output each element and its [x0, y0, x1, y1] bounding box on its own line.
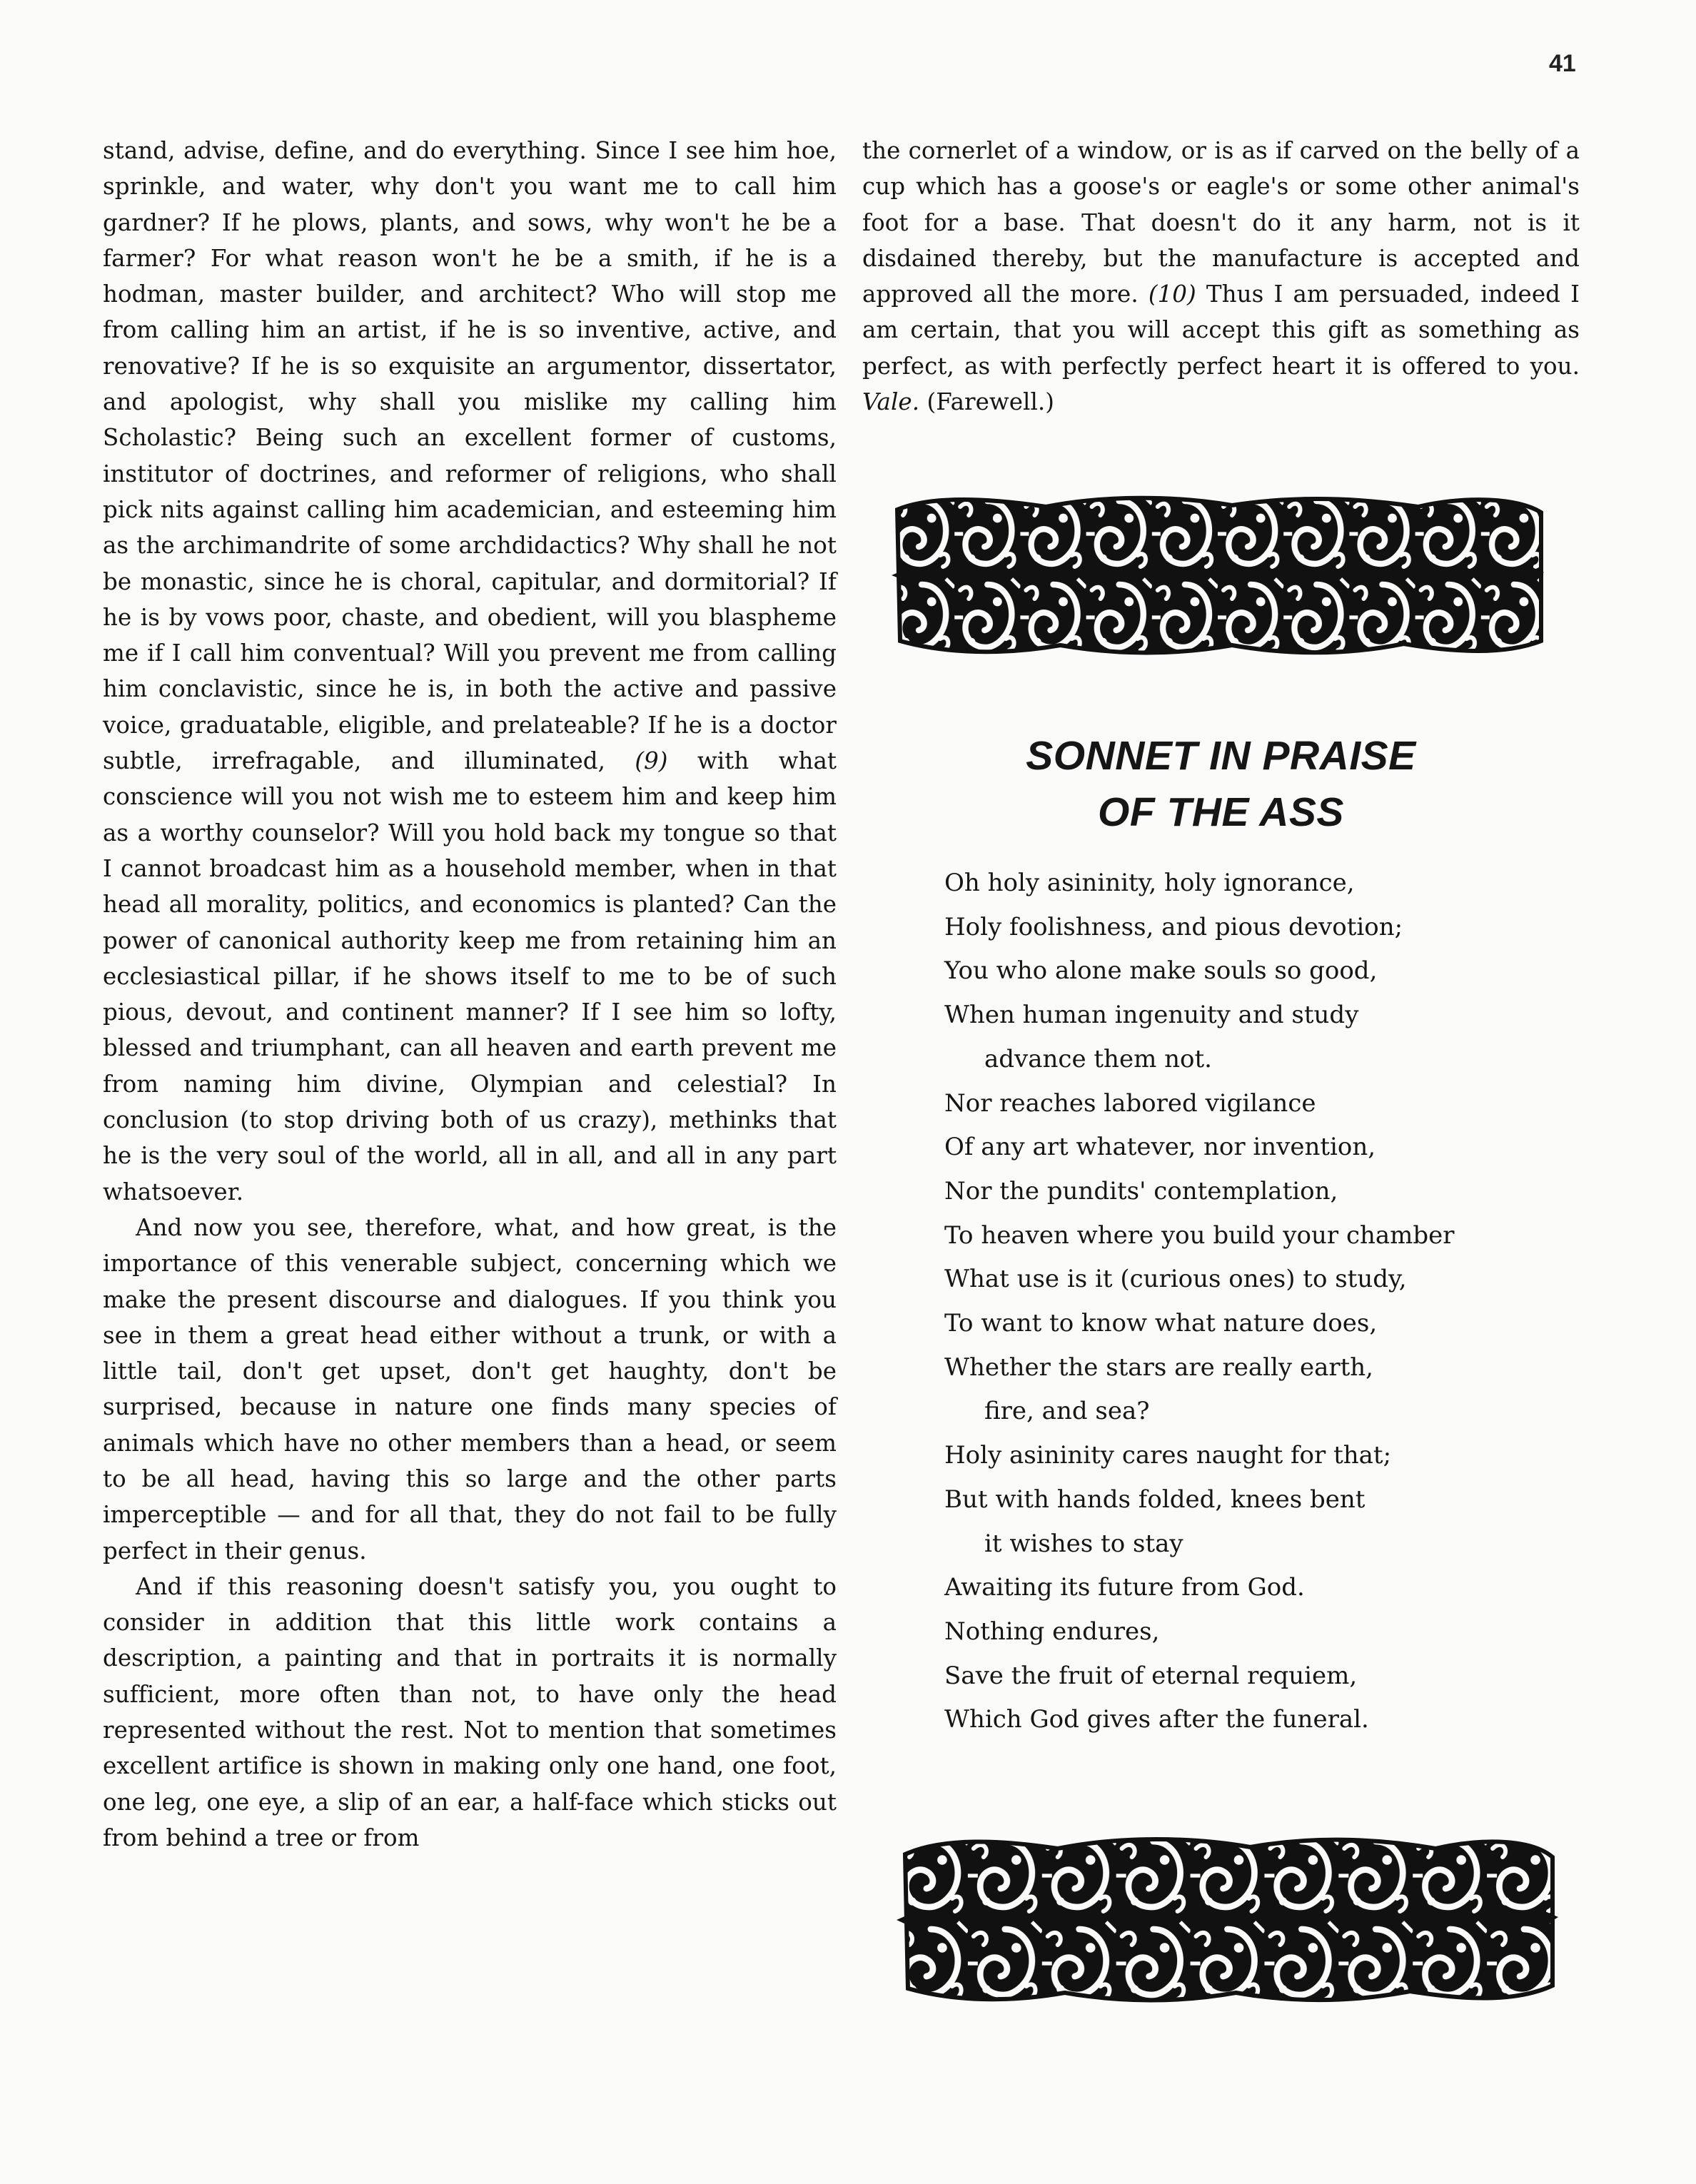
sonnet-line: Nor the pundits' contemplation, [944, 1176, 1338, 1205]
sonnet-line: Awaiting its future from God. [944, 1573, 1305, 1602]
sonnet-line: Nothing endures, [944, 1617, 1160, 1646]
sonnet-line: Oh holy asininity, holy ignorance, [944, 869, 1355, 897]
paragraph-continued-part-1: the cornerlet of a window, or is as if carved on the belly of a cup which has a goose's or eagle's or some other animal's foot for a base. That doesn't do it any harm, not is it disdained thereby, but the manufacture is accepted and approved all the more. [862, 137, 1580, 308]
sonnet-line: When human ingenuity and study [944, 1001, 1359, 1030]
sonnet-line: Which God gives after the funeral. [944, 1705, 1369, 1734]
arabesque-ornament-icon [894, 1831, 1561, 2007]
sonnet-line: Holy foolishness, and pious devotion; [944, 912, 1403, 941]
sonnet-line: But with hands folded, knees bent [944, 1485, 1366, 1514]
sonnet-line: You who alone make souls so good, [944, 956, 1378, 986]
bottom-arabesque-ornament [894, 1831, 1561, 2007]
sonnet-title-line-2: OF THE ASS [1098, 789, 1344, 835]
page-number: 41 [1549, 50, 1576, 77]
paragraph-continued-part-3: (Farewell.) [919, 388, 1055, 416]
note-marker-10: (10) [1148, 280, 1196, 308]
sonnet-line: advance them not. [984, 1044, 1212, 1073]
left-column [103, 133, 837, 1856]
sonnet-line: Nor reaches labored vigilance [944, 1088, 1316, 1118]
sonnet-line: Whether the stars are really earth, [944, 1353, 1373, 1382]
arabesque-ornament-icon [889, 492, 1547, 659]
paragraph-1-part-2: with what conscience will you not wish me to esteem him and keep him as a worthy counselor? Will you hold back my tongue so that I cannot broadcast him as a household member, when in that head all morality, politics, and economics is planted? Can the power of canonical authority keep me from retaining him an ecclesiastical pillar, if he shows itself to me to be of such pious, devout, and continent manner? If I see him so lofty, blessed and triumphant, can all heaven and earth prevent me from naming him divine, Olympian and celestial? In conclusion (to stop driving both of us crazy), methinks that he is the very soul of the world, all in all, and all in any part whatsoever. [103, 747, 837, 1205]
sonnet-title-line-1: SONNET IN PRAISE [1026, 733, 1416, 779]
vale-word: Vale. [862, 388, 920, 416]
sonnet-line: To want to know what nature does, [944, 1309, 1378, 1338]
sonnet-lines [944, 861, 1573, 1742]
paragraph-3: And if this reasoning doesn't satisfy you, you ought to consider in addition that this little work contains a description, a painting and that in portraits it is normally sufficient, more often than not, to have only the head represented without the rest. Not to mention that sometimes excellent artifice is shown in making only one hand, one foot, one leg, one eye, a slip of an ear, a half-face which sticks out from behind a tree or from [103, 1572, 837, 1851]
paragraph-1-part-1: stand, advise, define, and do everything. Since I see him hoe, sprinkle, and water, why don't you want me to call him gardner? If he plows, plants, and sows, why won't he be a farmer? For what reason won't he be a smith, if he is a hodman, master builder, and architect? Who will stop me from calling him an artist, if he is so inventive, active, and renovative? If he is so exquisite an argumentor, dissertator, and apologist, why shall you mislike my calling him Scholastic? Being such an excellent former of customs, institutor of doctrines, and reformer of religions, who shall pick nits against calling him academician, and esteeming him as the archimandrite of some archdidactics? Why shall he not be monastic, since he is choral, capitular, and dormitorial? If he is by vows poor, chaste, and obedient, will you blaspheme me if I call him conventual? Will you prevent me from calling him conclavistic, since he is, in both the active and passive voice, graduatable, eligible, and prelateable? If he is a doctor subtle, irrefragable, and illuminated, [103, 137, 837, 775]
sonnet-line: Holy asininity cares naught for that; [944, 1441, 1392, 1470]
top-arabesque-ornament [889, 492, 1547, 659]
paragraph-continued [862, 133, 1580, 420]
paragraph-1 [103, 133, 837, 1210]
paragraph-2: And now you see, therefore, what, and how great, is the importance of this venerable subject, concerning which we make the present discourse and dialogues. If you think you see in them a great head either without a trunk, or with a little tail, don't get upset, don't get haughty, don't be surprised, because in nature one finds many species of animals which have no other members than a head, or seem to be all head, having this so large and the other parts imperceptible — and for all that, they do not fail to be fully perfect in their genus. [103, 1213, 837, 1564]
sonnet-line: it wishes to stay [984, 1529, 1183, 1558]
sonnet-line: What use is it (curious ones) to study, [944, 1265, 1407, 1294]
sonnet-line: fire, and sea? [984, 1397, 1150, 1426]
note-marker-9: (9) [635, 747, 668, 775]
sonnet-line: Of any art whatever, nor invention, [944, 1133, 1376, 1162]
sonnet-line: To heaven where you build your chamber [944, 1220, 1455, 1250]
paragraph-continued-part-2: Thus I am persuaded, indeed I am certain, that you will accept this gift as something as perfect, as with perfectly perfect heart it is offered to you. [862, 280, 1580, 380]
sonnet-title [862, 728, 1580, 841]
right-column [862, 133, 1580, 420]
sonnet-line: Save the fruit of eternal requiem, [944, 1661, 1358, 1690]
